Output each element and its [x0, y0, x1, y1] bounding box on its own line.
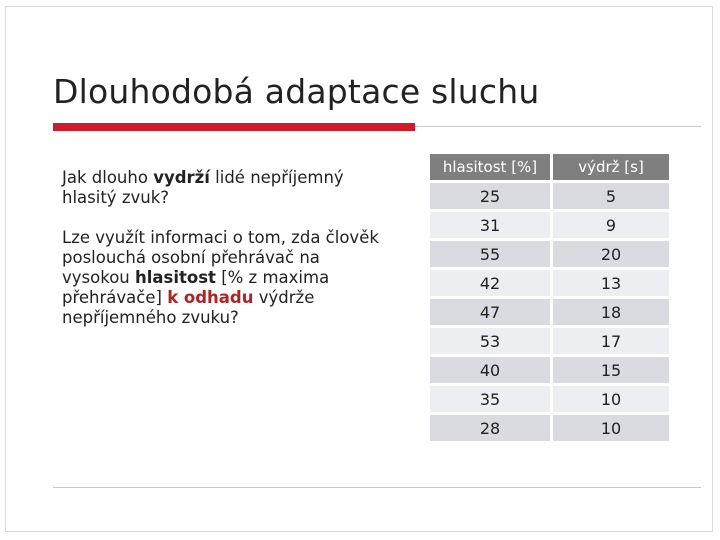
cell-vydrz: 15 — [553, 357, 669, 383]
table-row — [430, 270, 669, 296]
cell-vydrz: 20 — [553, 241, 669, 267]
table-row — [430, 241, 669, 267]
body-text — [62, 168, 392, 348]
table-body — [430, 183, 669, 441]
cell-vydrz: 17 — [553, 328, 669, 354]
cell-vydrz: 18 — [553, 299, 669, 325]
cell-vydrz: 13 — [553, 270, 669, 296]
cell-hlasitost: 53 — [430, 328, 550, 354]
table-header-row — [430, 154, 669, 180]
cell-hlasitost: 31 — [430, 212, 550, 238]
bold-term-vydrzi: vydrží — [153, 168, 210, 187]
table-row — [430, 357, 669, 383]
cell-hlasitost: 42 — [430, 270, 550, 296]
table-row — [430, 212, 669, 238]
cell-vydrz: 5 — [553, 183, 669, 209]
title-accent-bar — [53, 123, 415, 131]
cell-hlasitost: 28 — [430, 415, 550, 441]
cell-vydrz: 9 — [553, 212, 669, 238]
table-row — [430, 183, 669, 209]
text-run: Jak dlouho — [62, 168, 154, 187]
highlight-k-odhadu: k odhadu — [167, 288, 254, 307]
table-row — [430, 386, 669, 412]
cell-vydrz: 10 — [553, 386, 669, 412]
table-row — [430, 328, 669, 354]
header-hlasitost: hlasitost [%] — [430, 154, 550, 180]
header-vydrz: výdrž [s] — [553, 154, 669, 180]
text-run: lidé nepříjemný hlasitý zvuk? — [62, 168, 344, 207]
bottom-divider — [53, 487, 701, 488]
text-run: Lze využít informaci o tom, zda člověk poslouchá osobní přehrávač na vysokou — [62, 228, 379, 287]
table-row — [430, 415, 669, 441]
bold-term-hlasitost: hlasitost — [135, 268, 216, 287]
cell-hlasitost: 47 — [430, 299, 550, 325]
text-run: [% z maxima přehrávače] — [62, 268, 330, 307]
data-table — [427, 151, 672, 444]
table-row — [430, 299, 669, 325]
slide-title: Dlouhodobá adaptace sluchu — [53, 72, 540, 111]
text-run: výdrže nepříjemného zvuku? — [62, 288, 315, 327]
cell-vydrz: 10 — [553, 415, 669, 441]
cell-hlasitost: 35 — [430, 386, 550, 412]
cell-hlasitost: 55 — [430, 241, 550, 267]
question-paragraph-2 — [62, 228, 392, 328]
cell-hlasitost: 40 — [430, 357, 550, 383]
question-paragraph-1 — [62, 168, 392, 208]
cell-hlasitost: 25 — [430, 183, 550, 209]
